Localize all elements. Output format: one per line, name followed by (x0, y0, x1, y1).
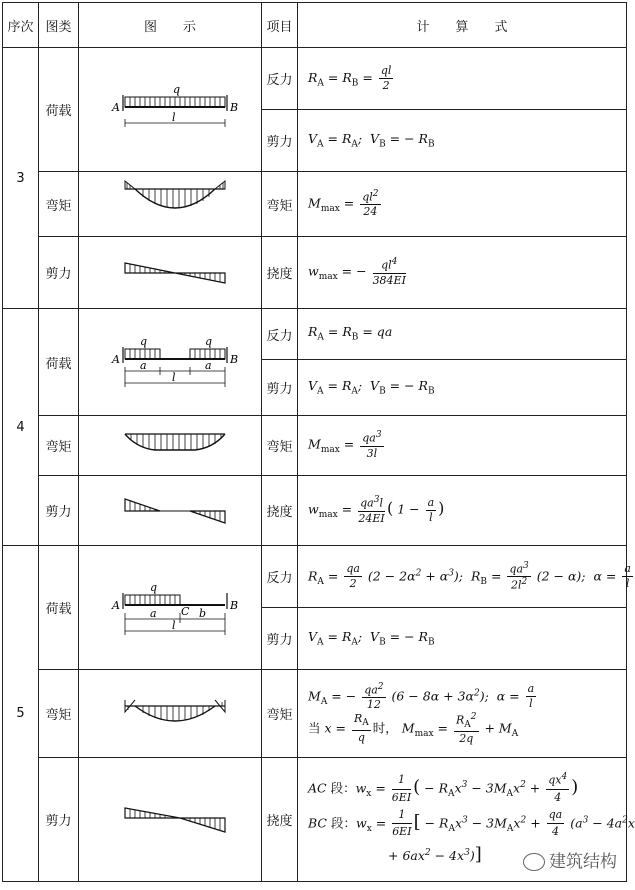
row-5-shear-label: 剪力 (262, 608, 298, 670)
svg-text:A: A (112, 100, 120, 114)
row-3-moment-label: 弯矩 (39, 172, 79, 237)
moment-diagram-icon (95, 179, 245, 229)
header-calc: 计 算 式 (298, 3, 627, 48)
row-5-load-label: 荷载 (39, 546, 79, 670)
svg-text:A: A (112, 353, 120, 366)
header-row (3, 3, 627, 48)
row-5-shear-formula: $V_A = R_A$; $V_B$ = − $R_B$ (298, 608, 627, 670)
row-5-seq: 5 (3, 546, 39, 882)
svg-text:C: C (181, 604, 190, 618)
moment-diagram-icon (95, 694, 245, 734)
watermark-text: 建筑结构 (549, 852, 617, 872)
svg-text:q: q (150, 580, 158, 594)
row-3-load-label: 荷载 (39, 48, 79, 172)
row-3-moment-formula: $M_{max}$ = $\frac{ql^2}{24}$ (298, 172, 627, 237)
row-5-moment-label: 弯矩 (39, 670, 79, 758)
row-3-moment-diagram (79, 172, 262, 237)
uniform-load-beam-icon (95, 75, 245, 145)
row-4-moment-formula: $M_{max}$ = $\frac{qa^3}{3l}$ (298, 416, 627, 476)
svg-text:B: B (230, 598, 239, 612)
row-5-moment-item: 弯矩 (262, 670, 298, 758)
row-5-shear-kind: 剪力 (39, 758, 79, 882)
shear-diagram-icon (95, 253, 245, 293)
row-5-reaction-formula: $R_A$ = $\frac{qa}{2}$ $(2 - 2\alpha^2 + \alpha^3)$; $R_B$ = $\frac{qa^3}{2l^2}$ (2 − α); α = $\frac{a}{l}$ (298, 546, 627, 608)
header-item: 项目 (262, 3, 298, 48)
svg-text:q: q (173, 82, 181, 96)
row-3-seq: 3 (3, 48, 39, 309)
svg-text:B: B (230, 100, 239, 114)
row-4-deflection-formula: $w_{max}$ = $\frac{qa^3l}{24EI}$ ( 1 − $\frac{a}{l}$ ) (298, 476, 627, 546)
shear-diagram-icon (95, 491, 245, 531)
row-3-moment-item: 弯矩 (262, 172, 298, 237)
row-4-load-diagram (79, 309, 262, 416)
row-4-shear-kind: 剪力 (39, 476, 79, 546)
row-5-reaction-label: 反力 (262, 546, 298, 608)
svg-text:a: a (150, 606, 157, 620)
row-4-shear-label: 剪力 (262, 360, 298, 416)
row-4-shear-formula: $V_A = R_A$; $V_B$ = − $R_B$ (298, 360, 627, 416)
row-4-reaction-label: 反力 (262, 309, 298, 360)
beam-formula-table (2, 2, 635, 882)
wechat-icon (523, 853, 545, 871)
svg-text:a: a (205, 359, 212, 372)
two-partial-load-beam-icon (95, 327, 245, 397)
row-5-load-diagram (79, 546, 262, 670)
row-4-reaction-formula: $R_A = R_B$ = qa (298, 309, 627, 360)
row-5-deflection-label: 挠度 (262, 758, 298, 882)
row-3-shear-label: 剪力 (262, 110, 298, 172)
row-3-reaction-formula: $R_A = R_B$ = $\frac{ql}{2}$ (298, 48, 627, 110)
svg-text:a: a (140, 359, 147, 372)
row-3-reaction-label: 反力 (262, 48, 298, 110)
row-3-load-diagram (79, 48, 262, 172)
row-5-deflection-formula: AC 段：$w_x$ = $\frac{1}{6EI}$ ( − $R_Ax^3 - 3M_Ax^2$ + $\frac{qx^4}{4}$ ) BC 段：$w_x$ = $\frac{1}{6EI}$ [ − $R_Ax^3 - 3M_Ax^2$ + $\frac{qa}{4}$ ($a^3 - 4a^2x$ + $6ax^2 - 4x^3$)] (298, 758, 627, 882)
svg-text:b: b (199, 606, 207, 620)
header-type: 图类 (39, 3, 79, 48)
svg-text:B: B (230, 353, 239, 366)
row-3-shear-formula: $V_A = R_A$; $V_B$ = − $R_B$ (298, 110, 627, 172)
row-4-moment-label: 弯矩 (39, 416, 79, 476)
row-3-deflection-formula: $w_{max}$ = − $\frac{ql^4}{384EI}$ (298, 237, 627, 309)
row-4-moment-item: 弯矩 (262, 416, 298, 476)
svg-text:q: q (205, 335, 213, 348)
svg-text:l: l (172, 371, 176, 384)
row-5-moment-formula: $M_A$ = − $\frac{qa^2}{12}$ $(6 - 8\alpha + 3\alpha^2)$; α = $\frac{a}{l}$ 当 x = $\frac{R_A}{q}$ 时， $M_{max}$ = $\frac{R_A^2}{2q}$ + $M_A$ (298, 670, 627, 758)
row-5-shear-diagram (79, 758, 262, 882)
moment-diagram-icon (95, 426, 245, 466)
svg-text:l: l (172, 618, 176, 632)
row-3-shear-kind: 剪力 (39, 237, 79, 309)
svg-text:q: q (140, 335, 148, 348)
row-4-moment-diagram (79, 416, 262, 476)
header-seq: 序次 (3, 3, 39, 48)
svg-text:l: l (172, 110, 176, 124)
watermark (523, 847, 617, 872)
header-diagram: 图 示 (79, 3, 262, 48)
row-4-deflection-label: 挠度 (262, 476, 298, 546)
row-4-shear-diagram (79, 476, 262, 546)
row-4-seq: 4 (3, 309, 39, 546)
partial-load-beam-icon (95, 573, 245, 643)
row-4-load-label: 荷载 (39, 309, 79, 416)
row-5-moment-diagram (79, 670, 262, 758)
shear-diagram-icon (95, 800, 245, 840)
row-3-deflection-label: 挠度 (262, 237, 298, 309)
row-3-shear-diagram (79, 237, 262, 309)
svg-text:A: A (112, 598, 120, 612)
